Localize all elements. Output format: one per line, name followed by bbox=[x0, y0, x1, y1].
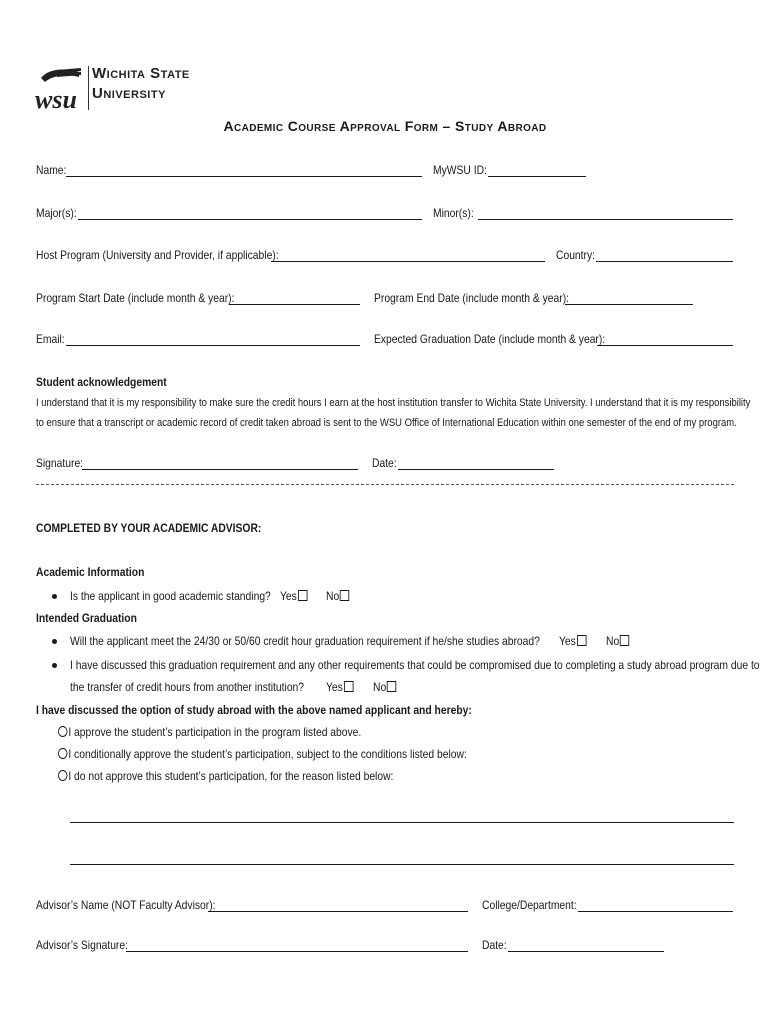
advisor-section-heading: COMPLETED BY YOUR ACADEMIC ADVISOR: bbox=[36, 521, 262, 535]
logo-mark-text: wsu bbox=[35, 85, 77, 114]
not-approve-option[interactable] bbox=[58, 769, 393, 783]
bullet-icon bbox=[52, 594, 57, 599]
mywsu-id-label: MyWSU ID: bbox=[433, 163, 487, 177]
conditional-radio[interactable] bbox=[58, 748, 67, 759]
approve-option[interactable] bbox=[58, 725, 361, 739]
student-ack-line1: I understand that it is my responsibility to make sure the credit hours I earn at the host institution transfer to Wichita State University. I understand that it is my responsibility bbox=[36, 397, 751, 409]
email-field[interactable] bbox=[66, 345, 360, 346]
conditional-label: I conditionally approve the student’s participation, subject to the conditions listed below: bbox=[68, 747, 467, 761]
advisor-date-label: Date: bbox=[482, 938, 507, 952]
conditions-line-2[interactable] bbox=[70, 864, 734, 865]
credit-no-checkbox[interactable] bbox=[620, 635, 629, 646]
student-ack-heading: Student acknowledgement bbox=[36, 375, 167, 389]
academic-info-heading: Academic Information bbox=[36, 565, 145, 579]
standing-yes-checkbox[interactable] bbox=[298, 590, 307, 601]
host-program-label: Host Program (University and Provider, if applicable): bbox=[36, 248, 279, 262]
wordmark-line2: University bbox=[92, 85, 166, 102]
not-approve-label: I do not approve this student’s participation, for the reason listed below: bbox=[68, 769, 394, 783]
intended-grad-heading: Intended Graduation bbox=[36, 611, 137, 625]
no-label: No bbox=[326, 589, 340, 603]
discussed-question-line1: I have discussed this graduation requirement and any other requirements that could be compromised due to completing a study abroad program due to bbox=[70, 658, 760, 672]
signature-label: Signature: bbox=[36, 456, 84, 470]
logo-divider bbox=[88, 66, 89, 110]
advisor-signature-field[interactable] bbox=[126, 951, 468, 952]
wordmark-line1: Wichita State bbox=[92, 65, 190, 82]
approve-label: I approve the student’s participation in the program listed above. bbox=[68, 725, 362, 739]
credit-yes-checkbox[interactable] bbox=[577, 635, 586, 646]
name-label: Name: bbox=[36, 163, 67, 177]
discussed-no-option[interactable] bbox=[373, 680, 397, 694]
credit-yes-option[interactable] bbox=[559, 634, 586, 648]
bullet-icon bbox=[52, 639, 57, 644]
discussed-question-line2: the transfer of credit hours from another institution? bbox=[70, 680, 305, 694]
yes-label: Yes bbox=[559, 634, 576, 648]
advisor-date-field[interactable] bbox=[508, 951, 664, 952]
email-label: Email: bbox=[36, 332, 65, 346]
advisor-signature-label: Advisor’s Signature: bbox=[36, 938, 128, 952]
credit-no-option[interactable] bbox=[606, 634, 630, 648]
majors-field[interactable] bbox=[78, 219, 422, 220]
yes-label: Yes bbox=[280, 589, 297, 603]
discussed-no-checkbox[interactable] bbox=[387, 681, 396, 692]
section-divider bbox=[36, 484, 734, 485]
standing-yes-option[interactable] bbox=[280, 589, 307, 603]
country-label: Country: bbox=[556, 248, 596, 262]
form-title: Academic Course Approval Form – Study Abroad bbox=[223, 118, 547, 134]
conditions-line-1[interactable] bbox=[70, 822, 734, 823]
start-date-label: Program Start Date (include month & year): bbox=[36, 291, 235, 305]
student-date-label: Date: bbox=[372, 456, 397, 470]
bullet-icon bbox=[52, 663, 57, 668]
end-date-field[interactable] bbox=[565, 304, 693, 305]
advisor-name-label: Advisor’s Name (NOT Faculty Advisor): bbox=[36, 898, 216, 912]
option-heading: I have discussed the option of study abroad with the above named applicant and hereby: bbox=[36, 703, 472, 717]
student-date-field[interactable] bbox=[398, 469, 554, 470]
signature-field[interactable] bbox=[82, 469, 358, 470]
credit-question: Will the applicant meet the 24/30 or 50/60 credit hour graduation requirement if he/she studies abroad? bbox=[70, 634, 540, 648]
start-date-field[interactable] bbox=[229, 304, 360, 305]
name-field[interactable] bbox=[66, 176, 422, 177]
university-wordmark bbox=[92, 64, 190, 104]
discussed-yes-option[interactable] bbox=[326, 680, 353, 694]
minors-label: Minor(s): bbox=[433, 206, 474, 220]
college-dept-field[interactable] bbox=[578, 911, 733, 912]
advisor-name-field[interactable] bbox=[208, 911, 468, 912]
host-program-field[interactable] bbox=[271, 261, 545, 262]
no-label: No bbox=[373, 680, 387, 694]
country-field[interactable] bbox=[596, 261, 733, 262]
grad-date-field[interactable] bbox=[597, 345, 733, 346]
no-label: No bbox=[606, 634, 620, 648]
not-approve-radio[interactable] bbox=[58, 770, 67, 781]
standing-no-checkbox[interactable] bbox=[340, 590, 349, 601]
student-ack-line2: to ensure that a transcript or academic record of credit taken abroad is sent to the WSU Office of International Education within one semester of the end of my program. bbox=[36, 417, 737, 429]
wsu-shocker-logo bbox=[35, 64, 85, 116]
majors-label: Major(s): bbox=[36, 206, 77, 220]
college-dept-label: College/Department: bbox=[482, 898, 577, 912]
yes-label: Yes bbox=[326, 680, 343, 694]
approve-radio[interactable] bbox=[58, 726, 67, 737]
standing-no-option[interactable] bbox=[326, 589, 350, 603]
discussed-yes-checkbox[interactable] bbox=[344, 681, 353, 692]
minors-field[interactable] bbox=[478, 219, 733, 220]
standing-question: Is the applicant in good academic standing? bbox=[70, 589, 271, 603]
grad-date-label: Expected Graduation Date (include month & year): bbox=[374, 332, 606, 346]
mywsu-id-field[interactable] bbox=[488, 176, 586, 177]
end-date-label: Program End Date (include month & year): bbox=[374, 291, 570, 305]
conditional-option[interactable] bbox=[58, 747, 467, 761]
